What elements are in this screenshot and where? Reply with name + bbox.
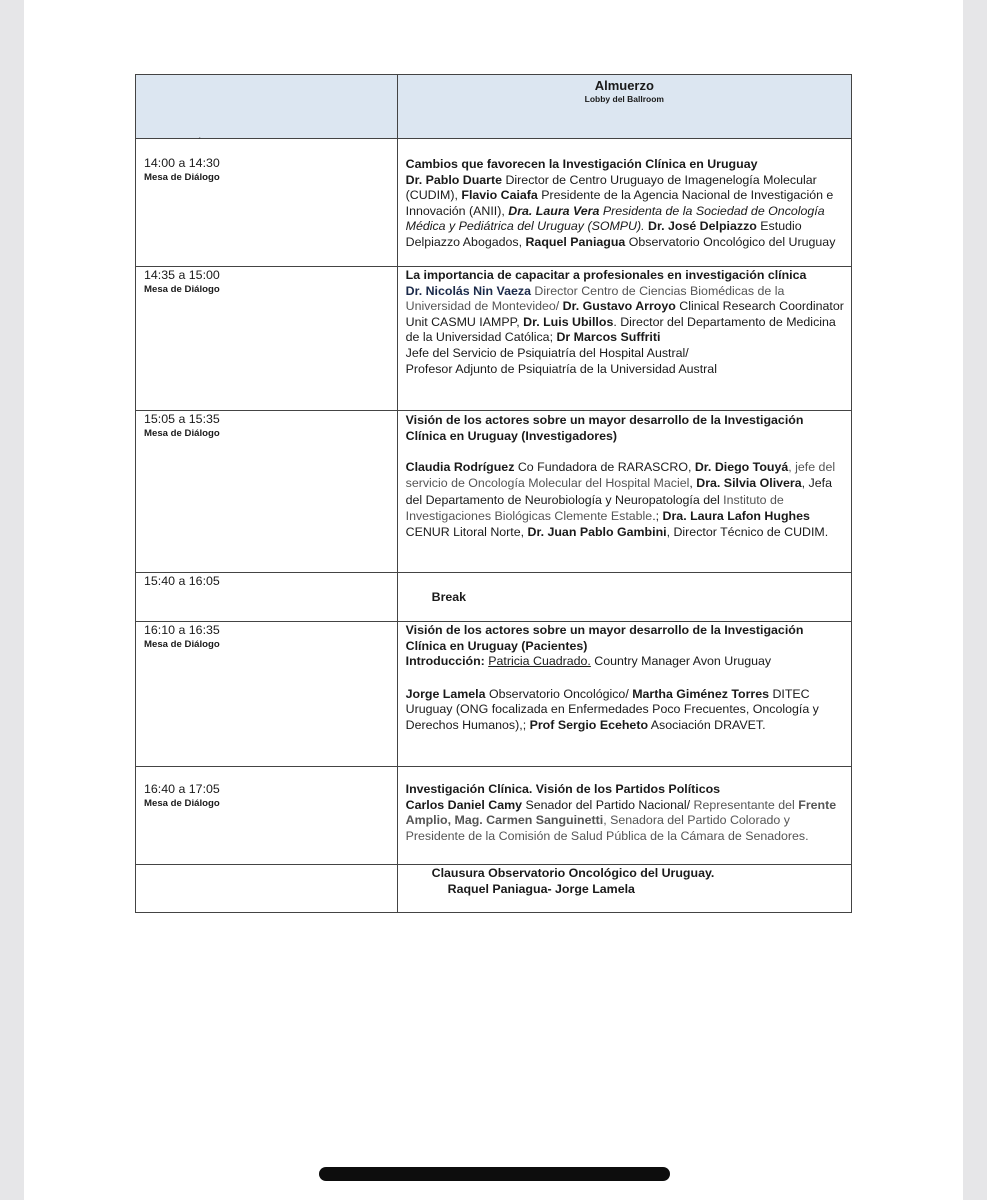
lunch-title: Almuerzo: [594, 78, 654, 93]
speaker-name: Dra. Laura Lafon Hughes: [662, 509, 810, 524]
speaker-role: Representante del: [693, 797, 799, 812]
time-cell: [136, 573, 398, 622]
time-cell: [136, 865, 398, 913]
time-cell: [136, 767, 398, 865]
speaker-role: . Director del Departamento de Medicina de la Universidad Católica;: [405, 314, 836, 345]
speaker-name: Flavio Caiafa: [461, 188, 538, 203]
lunch-location: Lobby del Ballroom: [584, 93, 664, 104]
speaker-role: Profesor Adjunto de Psiquiatría de la Universidad Austral: [405, 361, 717, 376]
speaker-role: Asociación DRAVET.: [648, 717, 766, 732]
session-time: 14:00 a 14:30: [144, 156, 220, 170]
speaker-role: Observatorio Oncológico del Uruguay: [625, 234, 836, 249]
separator: ,: [689, 476, 697, 491]
speaker-role: DITEC Uruguay (ONG focalizada en Enfermedades Poco Frecuentes, Oncología y Derechos Humanos),;: [405, 686, 819, 732]
speaker-name: Carlos Daniel Camy: [405, 797, 523, 812]
separator: .;: [652, 509, 663, 524]
speaker-role: Observatorio Oncológico/: [485, 686, 633, 701]
speaker-name: Dra. Laura Vera: [508, 203, 600, 218]
speaker-role: Senador del Partido Nacional/: [522, 797, 694, 812]
table-row: [136, 267, 852, 411]
session-format: Mesa de Diálogo: [144, 797, 220, 809]
session-format: Mesa de Diálogo: [144, 427, 220, 439]
speaker-role: Director de Centro Uruguayo de Imagenelogía Molecular (CUDIM),: [405, 172, 817, 203]
home-indicator[interactable]: [319, 1167, 670, 1181]
session-cell: [397, 139, 851, 267]
speaker-name: Dr. Nicolás Nin Vaeza: [405, 283, 531, 298]
speaker-name: Dr. Luis Ubillos: [523, 314, 614, 329]
session-time: 16:10 a 16:35: [144, 623, 220, 637]
session-format: Mesa de Diálogo: [144, 171, 220, 183]
session-time: 15:40 a 16:05: [144, 574, 220, 588]
speaker-role: Jefe del Servicio de Psiquiatría del Hospital Austral/: [405, 345, 689, 360]
speaker-name: Dr Marcos Suffriti: [556, 330, 661, 345]
break-label: Break: [431, 590, 467, 604]
lunch-cell: [397, 75, 851, 139]
speaker-name: Dr. Gustavo Arroyo: [562, 299, 676, 314]
speaker-name: Dr. Pablo Duarte: [405, 172, 503, 187]
intro-name: Patricia Cuadrado.: [488, 654, 591, 669]
time-cell: [136, 267, 398, 411]
speaker-name: Jorge Lamela: [405, 686, 486, 701]
session-cell: [397, 622, 851, 767]
speaker-name: Dr. José Delpiazzo: [648, 219, 757, 234]
session-cell: [397, 865, 851, 913]
speaker-role: Estudio Delpiazzo Abogados,: [405, 219, 802, 249]
table-row: [136, 622, 852, 767]
speaker-name: Raquel Paniagua: [525, 234, 626, 249]
table-row: [136, 139, 852, 267]
speaker-name: Martha Giménez Torres: [632, 686, 770, 701]
speaker-role: , Senadora del Partido Colorado y Presidente de la Comisión de Salud Pública de la Cámara de Senadores.: [405, 813, 809, 843]
intro-label: Introducción:: [405, 654, 485, 669]
session-cell: [397, 573, 851, 622]
table-row: [136, 865, 852, 913]
session-time: 15:05 a 15:35: [144, 412, 220, 426]
document-page: [24, 0, 963, 1200]
closing-speakers: Raquel Paniagua- Jorge Lamela: [447, 881, 635, 896]
speaker-role: , Jefa del Departamento de Neurobiología y Neuropatología del: [405, 476, 832, 507]
speaker-role: Instituto de Investigaciones Biológicas Clemente Estable: [405, 492, 784, 524]
speaker-name: Claudia Rodríguez: [405, 459, 515, 474]
session-cell: [397, 767, 851, 865]
table-row: [136, 767, 852, 865]
speaker-name: Frente Amplio, Mag. Carmen Sanguinetti: [405, 797, 837, 828]
speaker-name: Dr. Diego Touyá: [694, 459, 789, 474]
time-cell: [136, 411, 398, 573]
speaker-name: Dra. Silvia Olivera: [696, 476, 802, 491]
speaker-name: Dr. Juan Pablo Gambini: [527, 525, 667, 540]
speaker-role: Co Fundadora de RARASCRO,: [514, 459, 695, 474]
lunch-row: [136, 75, 852, 139]
speaker-role: Clinical Research Coordinator Unit CASMU IAMPP,: [405, 299, 844, 329]
session-time: 16:40 a 17:05: [144, 782, 220, 796]
session-format: Mesa de Diálogo: [144, 638, 220, 650]
session-title: Cambios que favorecen la Investigación Clínica en Uruguay: [405, 157, 758, 171]
speaker-role: Presidente de la Agencia Nacional de Investigación e Innovación (ANII),: [405, 188, 834, 218]
speaker-role: , jefe del servicio de Oncología Molecular del Hospital Maciel: [405, 459, 836, 491]
time-cell: [136, 139, 398, 267]
session-time: 14:35 a 15:00: [144, 268, 220, 282]
speaker-role: Director Centro de Ciencias Biomédicas de la Universidad de Montevideo/: [405, 283, 785, 314]
session-title: Investigación Clínica. Visión de los Partidos Políticos: [405, 782, 721, 796]
speaker-name: Prof Sergio Eceheto: [529, 717, 649, 732]
session-title: Visión de los actores sobre un mayor desarrollo de la Investigación Clínica en Uruguay (Pacientes): [405, 623, 804, 653]
session-format: Mesa de Diálogo: [144, 283, 220, 295]
table-row: [136, 573, 852, 622]
agenda-table: [135, 74, 852, 913]
session-title: La importancia de capacitar a profesionales en investigación clínica: [405, 268, 807, 282]
time-cell: [136, 622, 398, 767]
stray-mark: ´: [198, 137, 202, 148]
speaker-role: , Director Técnico de CUDIM.: [666, 525, 829, 540]
speaker-role: Presidenta de la Sociedad de Oncología Médica y Pediátrica del Uruguay (SOMPU).: [405, 203, 825, 234]
lunch-time-cell: [136, 75, 398, 139]
intro-role: Country Manager Avon Uruguay: [590, 654, 772, 669]
session-title: Visión de los actores sobre un mayor desarrollo de la Investigación Clínica en Uruguay (Investigadores): [405, 413, 804, 444]
speaker-role: CENUR Litoral Norte,: [405, 525, 528, 540]
table-row: [136, 411, 852, 573]
session-cell: [397, 411, 851, 573]
closing-title: Clausura Observatorio Oncológico del Uruguay.: [431, 866, 715, 880]
session-cell: [397, 267, 851, 411]
